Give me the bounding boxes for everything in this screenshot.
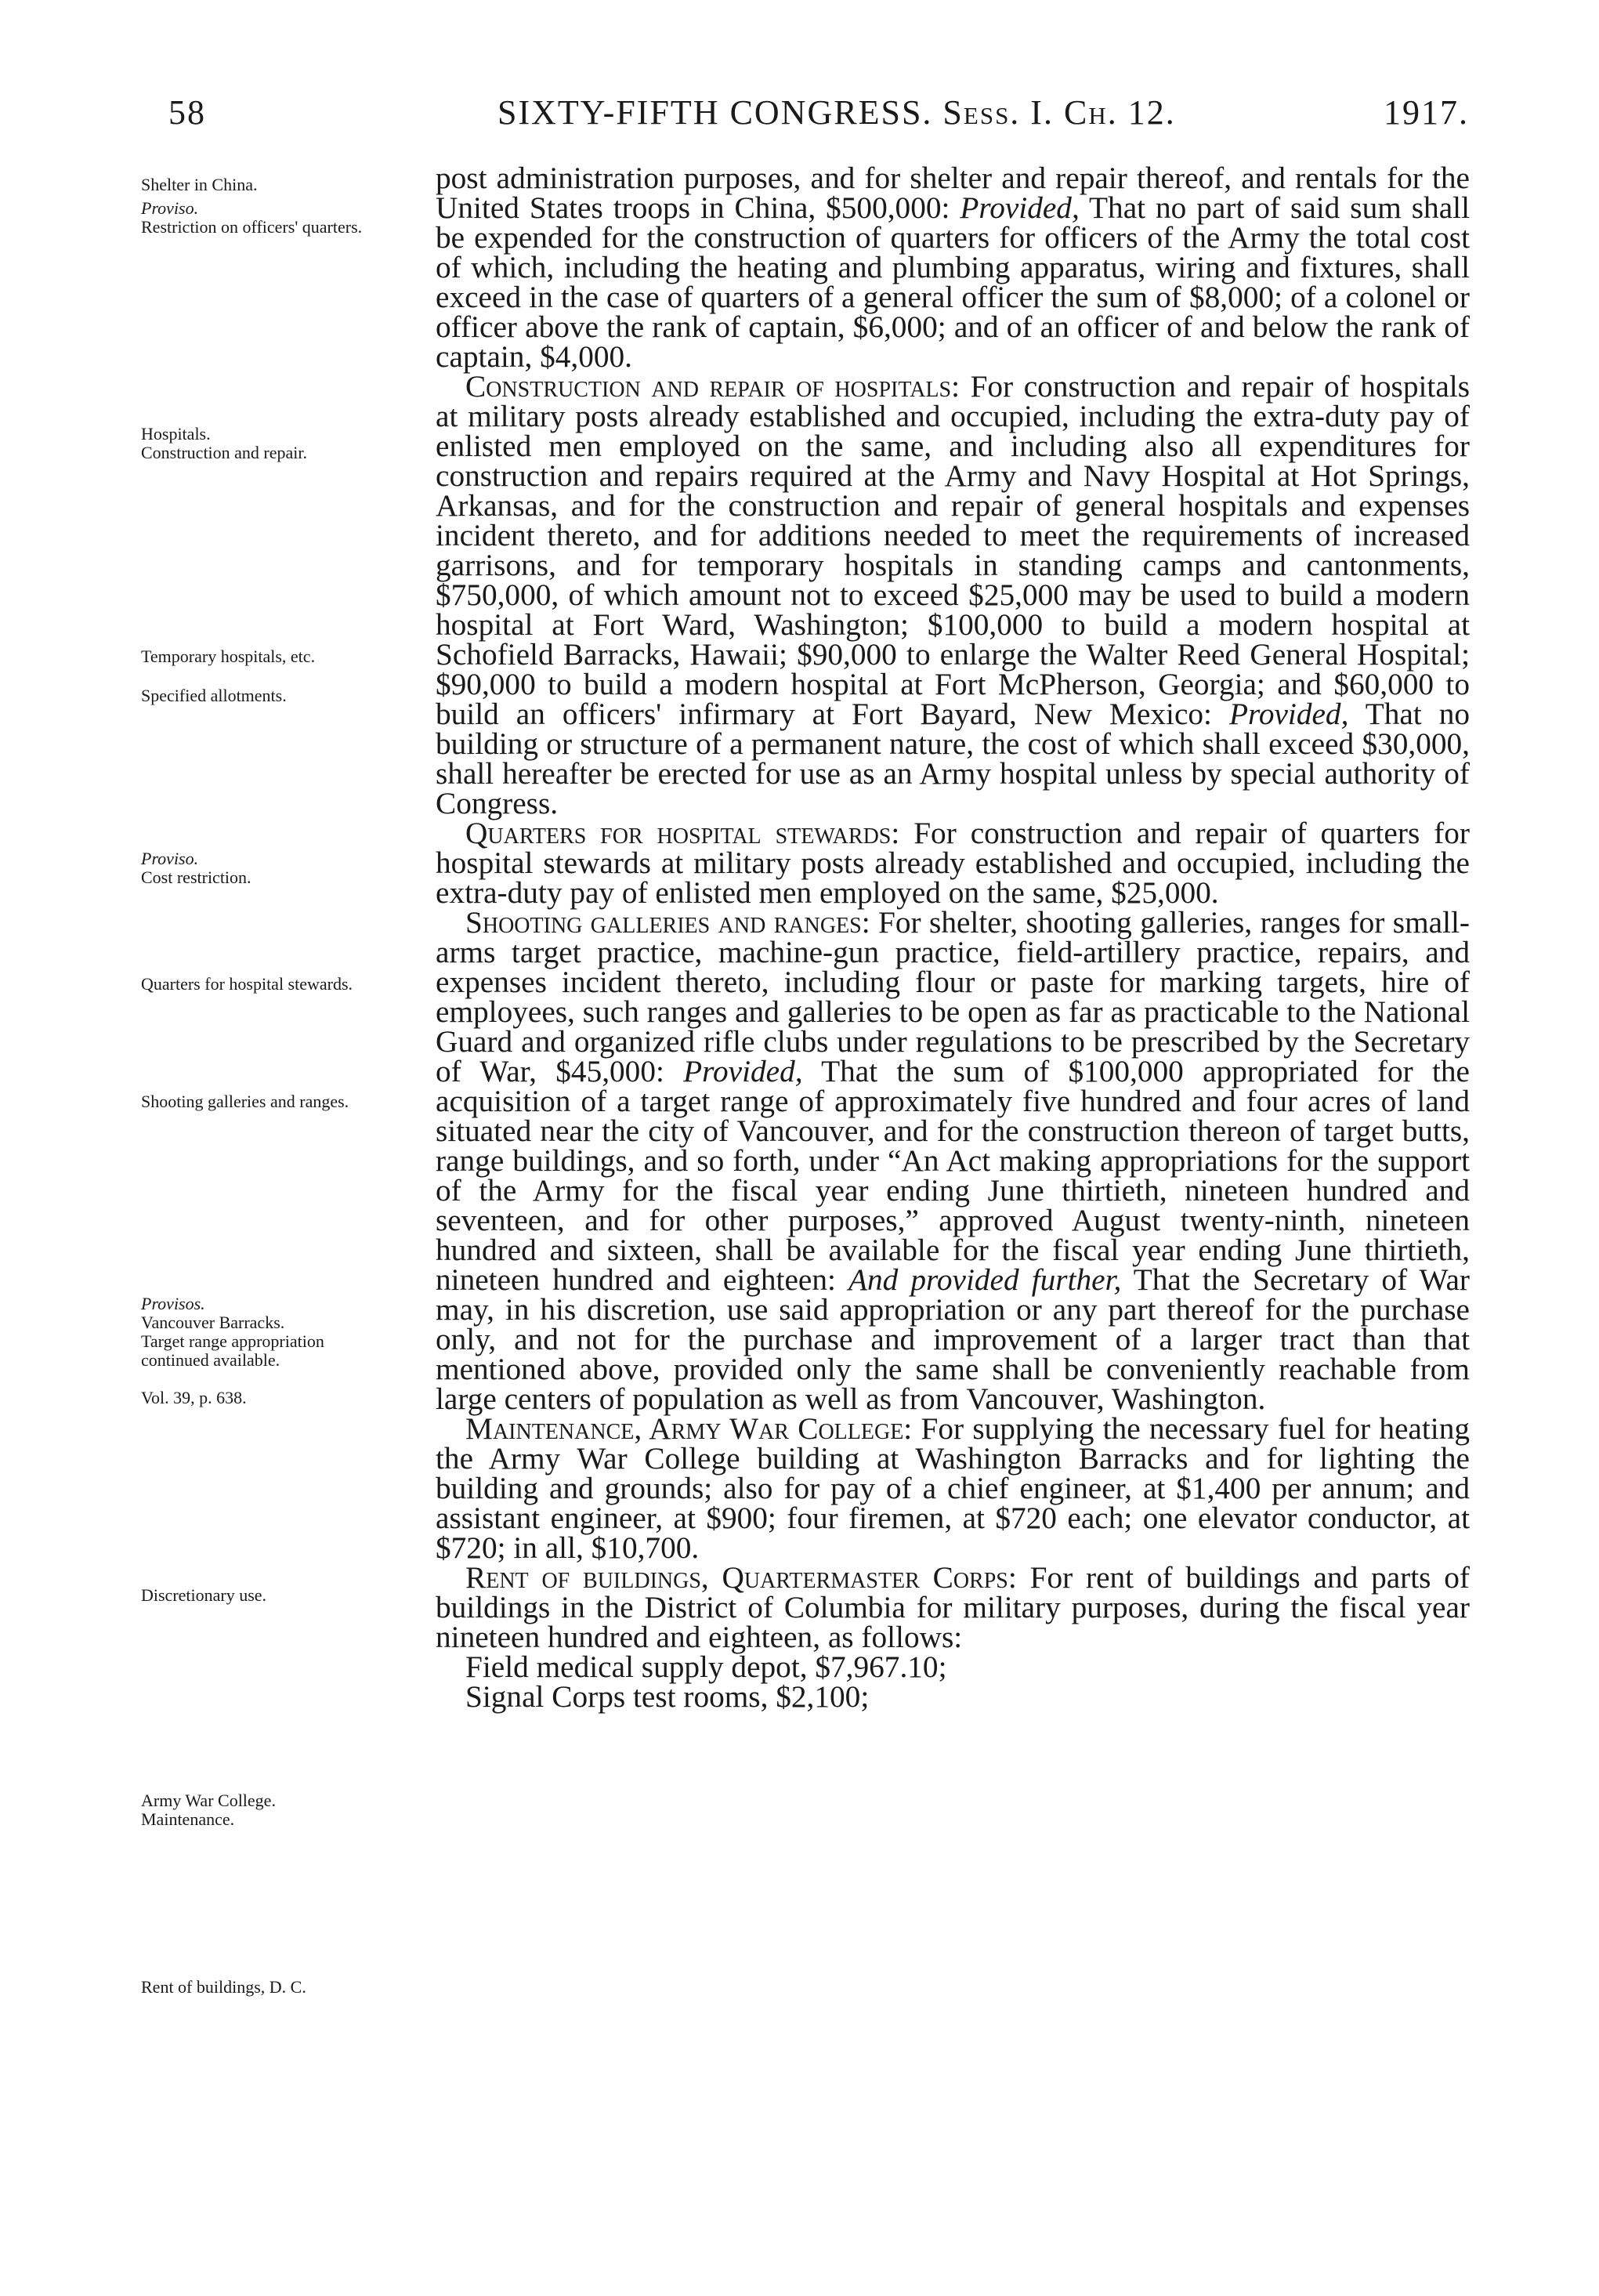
provided-italic: Provided, [960, 190, 1080, 225]
page-header [168, 92, 1469, 139]
margin-note-specified-allotments: Specified allotments. [141, 686, 287, 705]
text-run: That the Secretary of War may, in his discretion, use said appropriation or any part thereof for the purchase only, and not for the purchase and improvement of a larger tract than that mentioned above, provided only the same shall be conveniently reachable from large centers of population as well as from Vancouver, Washington. [436, 1262, 1471, 1416]
paragraph-shooting-galleries [436, 907, 1470, 1414]
text-run: For rent of buildings and parts of buildings in the District of Columbia for military purposes, during the fiscal year nineteen hundred and eighteen, as follows: [436, 1560, 1470, 1654]
provided-italic: Provided, [683, 1054, 803, 1088]
margin-note-proviso-1: Proviso. [141, 198, 199, 218]
margin-note-cost-restriction: Cost restriction. [141, 867, 251, 887]
section-heading: Construction and repair of hospitals: [465, 369, 960, 404]
section-heading: Shooting galleries and ranges: [465, 905, 870, 940]
text-run: For construction and repair of quarters for hospital stewards at military posts already established and occupied, including the extra-duty pay of enlisted men employed on the same, $25,000. [436, 816, 1470, 910]
margin-note-hospitals: Hospitals. [141, 424, 211, 444]
margin-note-hospital-stewards: Quarters for hospital stewards. [141, 974, 353, 994]
running-title: SIXTY-FIFTH CONGRESS. [497, 93, 933, 132]
text-run: For shelter, shooting galleries, ranges for small-arms target practice, machine-gun practice, field-artillery practice, repairs, and expenses incident thereto, including flour or paste for marking targets, hire of employees, such ranges and galleries to be open as far as practicable to the National Guard and organized rifle clubs under regulations to be prescribed by the Secretary of War, $45,000: [436, 905, 1470, 1088]
paragraph-rent-buildings [436, 1560, 1470, 1654]
text-run: That the sum of $100,000 appropriated for the acquisition of a target range of approximately five hundred and four acres of land situated near the city of Vancouver, and for the construction thereon of target butts, range buildings, and so forth, under “An Act making appropriations for the support of the Army for the fiscal year ending June thirtieth, nineteen hundred and seventeen, and for other purposes,” approved August twenty-ninth, nineteen hundred and sixteen, shall be available for the fiscal year ending June thirtieth, nineteen hundred and eighteen: [436, 1054, 1470, 1297]
margin-note-target-range: Target range appropriation continued available. [141, 1331, 324, 1370]
margin-note-vol-39: Vol. 39, p. 638. [141, 1388, 247, 1407]
paragraph-hospitals [436, 371, 1470, 818]
provided-further-italic: And provided further, [848, 1262, 1122, 1297]
section-heading: Quarters for hospital stewards: [465, 816, 900, 850]
provided-italic: Provided, [1228, 697, 1349, 731]
year-label: 1917. [1384, 93, 1469, 132]
margin-note-rent-buildings: Rent of buildings, D. C. [141, 1977, 306, 1997]
section-heading: Maintenance, Army War College: [465, 1411, 913, 1446]
text-run: For supplying the necessary fuel for heating the Army War College building at Washington Barracks and for lighting the building and grounds; also for pay of a chief engineer, at $1,400 per annum; and assistant engineer, at $900; four firemen, at $720 each; one elevator conductor, at $720; in all, $10,700. [436, 1411, 1470, 1565]
margin-note-maintenance: Maintenance. [141, 1809, 235, 1829]
margin-note-vancouver-barracks: Vancouver Barracks. [141, 1313, 285, 1332]
margin-note-army-war-college: Army War College. [141, 1791, 276, 1810]
section-heading: Rent of buildings, Quartermaster Corps: [465, 1560, 1017, 1595]
paragraph-hospital-stewards [436, 816, 1470, 910]
list-item-signal-corps: Signal Corps test rooms, $2,100; [465, 1679, 870, 1714]
session-label: Sess. I. [942, 93, 1054, 132]
text-run: That no building or structure of a permanent nature, the cost of which shall exceed $30,000, shall hereafter be erected for use as an Army hospital unless by special authority of Congress. [436, 697, 1471, 820]
margin-note-officers-quarters: Restriction on officers' quarters. [141, 217, 363, 237]
margin-note-discretionary-use: Discretionary use. [141, 1585, 267, 1605]
text-run: That no part of said sum shall be expended for the construction of quarters for officers of the Army the total cost of which, including the heating and plumbing apparatus, wiring and fixtures, shall exceed in the case of quarters of a general officer the sum of $8,000; of a colonel or officer above the rank of captain, $6,000; and of an officer of and below the rank of captain, $4,000. [436, 190, 1470, 374]
body-text [436, 161, 1471, 1714]
margin-note-proviso-2: Proviso. [141, 849, 199, 868]
running-title-group [497, 92, 1176, 132]
text-run: For construction and repair of hospitals at military posts already established and occupied, including the extra-duty pay of enlisted men employed on the same, and including also all expenditures for construction and repairs required at the Army and Navy Hospital at Hot Springs, Arkansas, and for the construction and repair of general hospitals and expenses incident thereto, and for additions needed to meet the requirements of increased garrisons, and for temporary hospitals in standing camps and cantonments, $750,000, of which amount not to exceed $25,000 may be used to build a modern hospital at Fort Ward, Washington; $100,000 to build a modern hospital at Schofield Barracks, Hawaii; $90,000 to enlarge the Walter Reed General Hospital; $90,000 to build a modern hospital at Fort McPherson, Georgia; and $60,000 to build an officers' infirmary at Fort Bayard, New Mexico: [436, 369, 1470, 731]
paragraph-army-war-college [436, 1411, 1470, 1565]
page-number: 58 [168, 93, 206, 132]
chapter-label: Ch. 12. [1063, 93, 1176, 132]
paragraph-shelter-china [436, 161, 1470, 374]
margin-note-shelter-china: Shelter in China. [141, 175, 258, 194]
margin-note-temporary-hospitals: Temporary hospitals, etc. [141, 646, 316, 666]
margin-note-construction-repair: Construction and repair. [141, 443, 308, 462]
text-run: post administration purposes, and for shelter and repair thereof, and rentals for the United States troops in China, $500,000: [436, 161, 1470, 225]
list-item-field-medical: Field medical supply depot, $7,967.10; [465, 1650, 947, 1684]
margin-note-provisos: Provisos. [141, 1294, 205, 1313]
margin-note-shooting-galleries: Shooting galleries and ranges. [141, 1092, 349, 1111]
